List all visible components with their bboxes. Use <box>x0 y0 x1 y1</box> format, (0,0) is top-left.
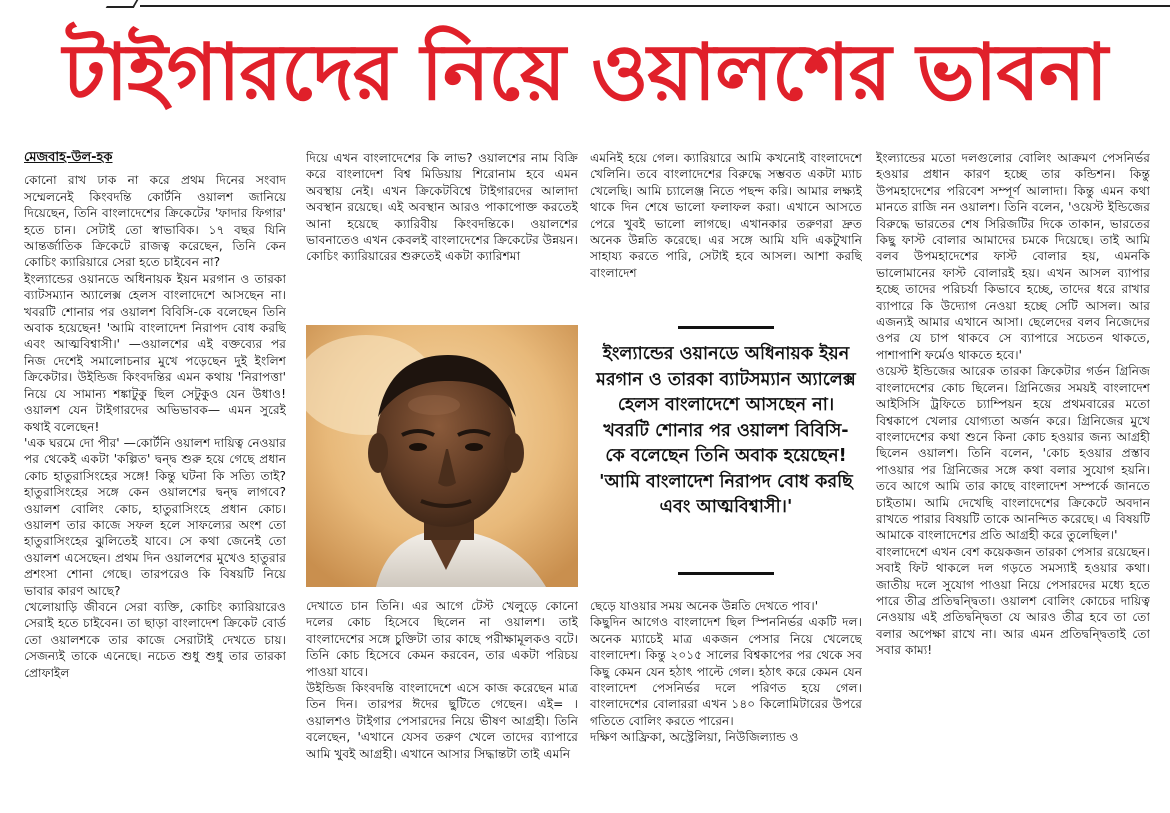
pull-quote-top-rule <box>678 326 774 329</box>
pull-quote-bottom-rule <box>678 572 774 575</box>
byline: মেজবাহ-উল-হক <box>24 150 113 165</box>
paragraph: দেখাতে চান তিনি। এর আগে টেস্ট খেলুড়ে কোনো দলের কোচ হিসেবে ছিলেন না ওয়ালশ। তাই বাংলাদেশের সঙ্গে চুক্তিটা তার কাছে পরীক্ষামূলকও বটে। তিনি কোচ হিসেবে কেমন করবেন, তার একটা পরিচয় পাওয়া যাবে। <box>306 599 578 679</box>
paragraph: 'এক ঘরমে দো পীর' —কোর্টনি ওয়ালশ দায়িত্ব নেওয়ার পর থেকেই একটা 'কল্পিত' দ্বন্দ্ব শুরু হয়ে গেছে প্রধান কোচ হাতুরাসিংহের সঙ্গে! কিন্তু ঘটনা কি সত্যি তাই? হাতুরাসিংহের সঙ্গে কেন ওয়ালশের দ্বন্দ্ব লাগবে? ওয়ালশ বোলিং কোচ, হাতুরাসিংহে প্রধান কোচ। ওয়ালশ তার কাজে সফল হলে সাফল্যের অংশ তো হাতুরাসিংহের ঝুলিতেই যাবে। সে কথা জেনেই তো ওয়ালশ এসেছেন। প্রথম দিন ওয়ালশের মুখেও হাতুরার প্রশংসা শোনা গেছে। তারপরেও কি বিষয়টি নিয়ে ভাবার কারণ আছে? <box>24 435 286 598</box>
article-column-3-bottom <box>590 598 862 808</box>
paragraph: উইন্ডিজ কিংবদন্তি বাংলাদেশে এসে কাজ করেছেন মাত্র তিন দিন। তারপর ঈদের ছুটিতে গেছেন। এই= । ওয়ালশও টাইগার পেসারদের নিয়ে ভীষণ আগ্রহী। তিনি বলেছেন, 'এখানে যেসব তরুণ খেলে তাদের ব্যাপারে আমি খুবই আগ্রহী। এখানে আসার সিদ্ধান্তটা তাই এমনি <box>306 681 578 761</box>
paragraph: ছেড়ে যাওয়ার সময় অনেক উন্নতি দেখতে পাব।' <box>590 599 819 613</box>
article-headline: টাইগারদের নিয়ে ওয়ালশের ভাবনা <box>62 28 1107 118</box>
top-rule-line <box>140 5 1170 7</box>
article-column-2-top <box>306 150 578 320</box>
paragraph: খেলোয়াড়ি জীবনে সেরা ব্যক্তি, কোচিং ক্যারিয়ারেও সেরাই হতে চাইবেন। তা ছাড়া বাংলাদেশ ক্রিকেট বোর্ড তো ওয়ালশকে তার কাজে সেরাটাই দেখতে চায়। সেজন্যই তাকে এনেছে। নচেত শুধু শুধু তার তারকা প্রোফাইল <box>24 599 286 680</box>
portrait-illustration <box>306 325 578 587</box>
article-column-1 <box>24 150 286 790</box>
paragraph: দক্ষিণ আফ্রিকা, অস্ট্রেলিয়া, নিউজিল্যান্ড ও <box>590 730 799 745</box>
article-column-3-top <box>590 150 862 320</box>
paragraph: কোনো রাখ ঢাক না করে প্রথম দিনের সংবাদ সম্মেলনেই কিংবদন্তি কোর্টনি ওয়ালশ জানিয়ে দিয়েছেন, তিনি বাংলাদেশের ক্রিকেটের 'ফাদার ফিগার' হতে চান। সেটাই তো স্বাভাবিক। ১৭ বছর যিনি আন্তর্জাতিক ক্রিকেটে রাজত্ব করেছেন, তিনি কেন কোচিং ক্যারিয়ারে সেরা হতে চাইবেন না? <box>24 173 286 270</box>
paragraph: ইংল্যান্ডের মতো দলগুলোর বোলিং আক্রমণ পেসনির্ভর হওয়ার প্রধান কারণ হচ্ছে তার কন্ডিশন। কিন্তু উপমহাদেশের পরিবেশ সম্পূর্ণ আলাদা। কিন্তু এমন কথা মানতে রাজি নন ওয়ালশ। তিনি বলেন, 'ওয়েস্ট ইন্ডিজের বিরুদ্ধে ভারতের শেষ সিরিজটির দিকে তাকান, ভারতের কিছু ফাস্ট বোলার আমাদের চমকে দিয়েছে। তাই আমি বলব উপমহাদেশের ফাস্ট বোলার হয়, এমনকি ভালোমানের ফাস্ট বোলারই হয়। এখন আসল ব্যাপার হচ্ছে তাদের পরিচর্যা কিভাবে হচ্ছে, তাদের ধরে রাখার ব্যাপারে কি উদ্যোগ নেওয়া হচ্ছে সেটি আসল। আর এজন্যই আমার এখানে আসা। ছেলেদের বলব নিজেদের ওপর যে চাপ থাকবে সে ব্যাপারে সচেতন থাকতে, পাশাপাশি ফর্মেও থাকতে হবে।' <box>876 151 1150 362</box>
paragraph: কিছুদিন আগেও বাংলাদেশ ছিল স্পিননির্ভর একটি দল। অনেক ম্যাচেই মাত্র একজন পেসার নিয়ে খেলেছে বাংলাদেশ। কিন্তু ২০১৫ সালের বিশ্বকাপের পর থেকে সব কিছু কেমন যেন হঠাৎ পাল্টে গেল। হঠাৎ করে কেমন যেন বাংলাদেশ পেসনির্ভর দলে পরিণত হয়ে গেল। বাংলাদেশের বোলাররা এখন ১৪০ কিলোমিটারের উপরে গতিতে বোলিং করতে পারেন। <box>590 615 862 728</box>
paragraph: বাংলাদেশে এখন বেশ কয়েকজন তারকা পেসার রয়েছেন। সবাই ফিট থাকলে দল গড়তে সমস্যাই হওয়ার কথা। জাতীয় দলে সুযোগ পাওয়া নিয়ে পেসারদের মধ্যে হতে পারে তীব্র প্রতিদ্বন্দ্বিতা। ওয়ালশ বোলিং কোচের দায়িত্ব নেওয়ায় এই প্রতিদ্বন্দ্বিতা যে আরও তীব্র হবে তা তো বলার অপেক্ষা রাখে না। আর এমন প্রতিদ্বন্দ্বিতাই তো সবার কাম্য! <box>876 544 1150 658</box>
pull-quote <box>590 322 862 590</box>
coach-portrait-photo <box>306 325 578 587</box>
page-top-rule <box>0 0 1170 8</box>
top-rule-notch <box>106 0 139 8</box>
paragraph: ওয়েস্ট ইন্ডিজের আরেক তারকা ক্রিকেটার গর্ডন গ্রিনিজ বাংলাদেশের কোচ ছিলেন। গ্রিনিজের সময়ই বাংলাদেশ আইসিসি ট্রফিতে চ্যাম্পিয়ন হয়ে প্রথমবারের মতো বিশ্বকাপে খেলার যোগ্যতা অর্জন করে। গ্রিনিজের মুখে বাংলাদেশের কথা শুনে কিনা কোচ হওয়ার জন্য আগ্রহী ছিলেন ওয়ালশ। তিনি বলেন, 'কোচ হওয়ার প্রস্তাব পাওয়ার পর গ্রিনিজের সঙ্গে কথা বলার সুযোগ হয়নি। তবে আগে আমি তার কাছে বাংলাদেশ সম্পর্কে জানতে চাইতাম। আমি দেখেছি বাংলাদেশের ক্রিকেটে অবদান রাখতে পারার বিষয়টি তাকে আনন্দিত করেছে। এ বিষয়টি আমাকে বাংলাদেশের প্রতি আগ্রহী করে তুলেছিল।' <box>876 364 1150 543</box>
pull-quote-text: ইংল্যান্ডের ওয়ানডে অধিনায়ক ইয়ন মরগান ও তারকা ব্যাটসম্যান অ্যালেক্স হেলস বাংলাদেশে আসছেন না। খবরটি শোনার পর ওয়ালশ বিবিসি-কে বলেছেন তিনি অবাক হয়েছেন! 'আমি বাংলাদেশ নিরাপদ বোধ করছি এবং আত্মবিশ্বাসী।' <box>596 344 856 517</box>
article-column-4 <box>876 150 1150 800</box>
paragraph: ইংল্যান্ডের ওয়ানডে অধিনায়ক ইয়ন মরগান ও তারকা ব্যাটসম্যান অ্যালেক্স হেলস বাংলাদেশে আসছেন না। খবরটি শোনার পর ওয়ালশ বিবিসি-কে বলেছেন তিনি অবাক হয়েছেন! 'আমি বাংলাদেশ নিরাপদ বোধ করছি এবং আত্মবিশ্বাসী।' —ওয়ালশের এই বক্তব্যের পর নিজ দেশেই সমালোচনার মুখে পড়েছেন দুই ইংলিশ ক্রিকেটার। উইন্ডিজ কিংবদন্তির এমন কথায় 'নিরাপত্তা' নিয়ে যে সামান্য শঙ্কাটুকু ছিল সেটুকুও যেন উধাও! ওয়ালশ যেন টাইগারদের অভিভাবক— এমন সুরেই কথাই বলেছেন! <box>24 271 286 434</box>
article-column-2-bottom <box>306 598 578 788</box>
paragraph: এমনিই হয়ে গেল। ক্যারিয়ারে আমি কখনোই বাংলাদেশে খেলিনি। তবে বাংলাদেশের বিরুদ্ধে সম্ভবত একটা ম্যাচ খেলেছি। আমি চ্যালেঞ্জ নিতে পছন্দ করি। আমার লক্ষ্যই থাকে দিন শেষে ভালো ফলাফল করা। এখানে আসতে পেরে খুবই ভালো লাগছে। এখানকার তরুণরা দ্রুত অনেক উন্নতি করেছে। এর সঙ্গে আমি যদি একটুখানি সাহায্য করতে পারি, সেটাই হবে আসল। আশা করছি বাংলাদেশ <box>590 151 862 280</box>
paragraph: দিয়ে এখন বাংলাদেশের কি লাভ? ওয়ালশের নাম বিক্রি করে বাংলাদেশ বিশ্ব মিডিয়ায় শিরোনাম হবে এমন অবস্থায় নেই। এখন ক্রিকেটবিশ্বে টাইগারদের আলাদা অবস্থান রয়েছে। এই অবস্থান আরও পাকাপোক্ত করতেই আনা হয়েছে ক্যারিবীয় কিংবদন্তিকে। ওয়ালশের ভাবনাতেও এখন কেবলই বাংলাদেশের ক্রিকেটের উন্নয়ন। কোচিং ক্যারিয়ারের শুরুতেই একটা ক্যারিশমা <box>306 151 578 264</box>
